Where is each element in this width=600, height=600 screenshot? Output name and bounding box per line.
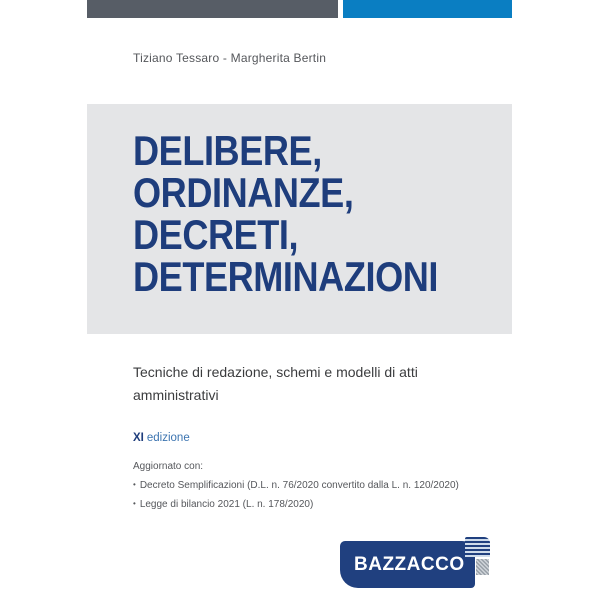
updates-item	[133, 495, 459, 514]
book-title	[133, 127, 439, 300]
authors-line: Tiziano Tessaro - Margherita Bertin	[133, 51, 327, 65]
logo-pixel-icon	[476, 559, 489, 575]
title-line-4: DETERMINAZIONI	[133, 253, 439, 300]
updates-item	[133, 476, 459, 495]
top-bar-gray	[87, 0, 338, 18]
title-box	[87, 104, 512, 334]
edition-label: edizione	[146, 432, 190, 444]
publisher-name: BAZZACCO	[354, 553, 465, 575]
updates-item-text: Decreto Semplificazioni (D.L. n. 76/2020 convertito dalla L. n. 120/2020)	[139, 480, 459, 491]
updates-item-text: Legge di bilancio 2021 (L. n. 178/2020)	[139, 499, 314, 510]
updates-block	[133, 458, 459, 514]
top-bar-blue	[343, 0, 512, 18]
logo-stripes-icon	[465, 537, 490, 557]
bullet-icon: •	[133, 499, 136, 508]
edition-number: XI	[133, 432, 144, 444]
publisher-logo	[340, 541, 475, 588]
updates-heading: Aggiornato con:	[133, 461, 204, 472]
title-line-3: DECRETI,	[133, 211, 299, 258]
subtitle: Tecniche di redazione, schemi e modelli di atti amministrativi	[133, 364, 418, 403]
edition-line	[133, 432, 190, 444]
bullet-icon: •	[133, 480, 136, 489]
title-line-2: ORDINANZE,	[133, 169, 354, 216]
title-line-1: DELIBERE,	[133, 127, 322, 174]
